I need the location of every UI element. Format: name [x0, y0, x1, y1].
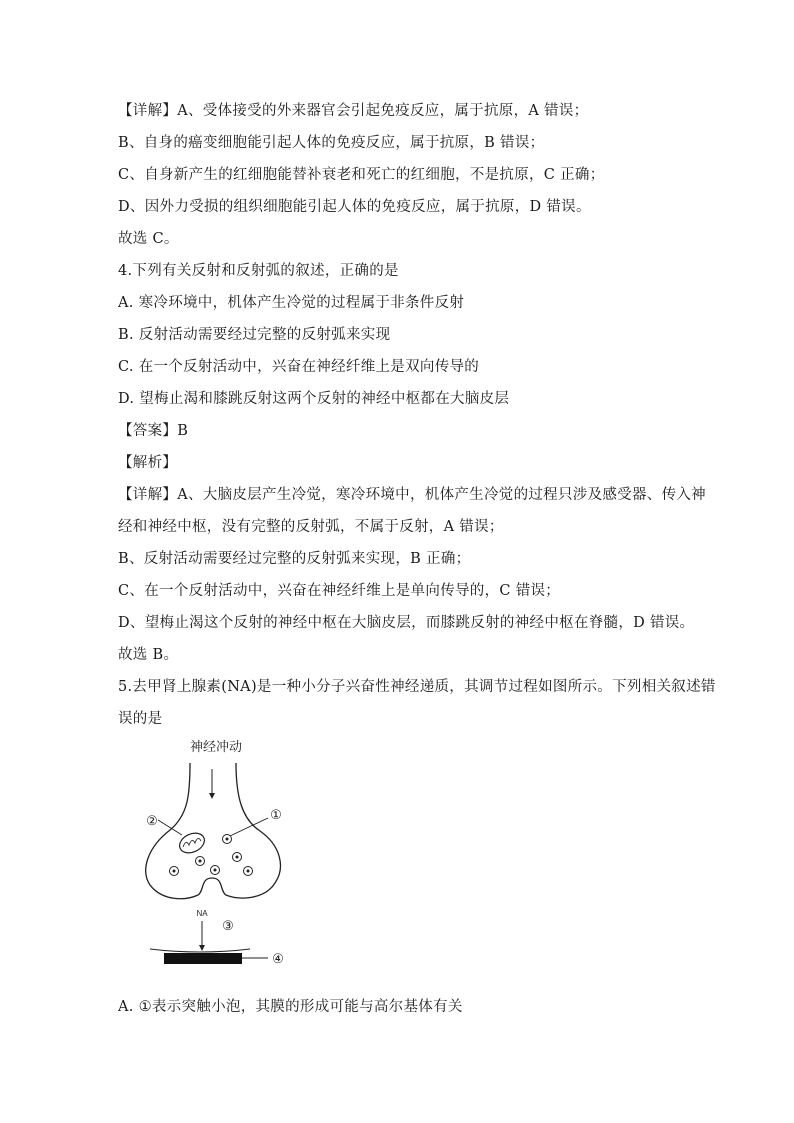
- q5-stem-line1: 5.去甲肾上腺素(NA)是一种小分子兴奋性神经递质，其调节过程如图所示。下列相关叙述错: [118, 679, 716, 695]
- na-arrowhead: [199, 945, 205, 951]
- q4-analysis-heading: 【解析】: [118, 455, 178, 471]
- nerve-impulse-label: 神经冲动: [189, 739, 243, 754]
- q4-detail-line2: 经和神经中枢，没有完整的反射弧，不属于反射，A 错误；: [118, 519, 504, 535]
- q5-stem-line2: 误的是: [118, 711, 163, 727]
- prev-detail-a: 【详解】A、受体接受的外来器官会引起免疫反应，属于抗原，A 错误；: [118, 103, 589, 119]
- postsynaptic-membrane-top: [150, 949, 250, 952]
- q4-option-a: A. 寒冷环境中，机体产生冷觉的过程属于非条件反射: [118, 295, 465, 311]
- q4-option-d: D. 望梅止渴和膝跳反射这两个反射的神经中枢都在大脑皮层: [118, 391, 510, 407]
- q4-stem: 4.下列有关反射和反射弧的叙述，正确的是: [118, 263, 399, 279]
- label-2-leader: [158, 820, 182, 835]
- q4-detail-b: B、反射活动需要经过完整的反射弧来实现，B 正确；: [118, 551, 471, 567]
- prev-detail-b: B、自身的癌变细胞能引起人体的免疫反应，属于抗原，B 错误；: [118, 135, 545, 151]
- q4-option-c: C. 在一个反射活动中，兴奋在神经纤维上是双向传导的: [118, 359, 480, 375]
- label-3: ③: [222, 919, 234, 934]
- impulse-arrowhead: [209, 793, 215, 799]
- prev-detail-d: D、因外力受损的组织细胞能引起人体的免疫反应，属于抗原，D 错误。: [118, 199, 591, 215]
- q4-detail-d: D、望梅止渴这个反射的神经中枢在大脑皮层，而膝跳反射的神经中枢在脊髓，D 错误。: [118, 615, 695, 631]
- prev-detail-c: C、自身新产生的红细胞能替补衰老和死亡的红细胞，不是抗原，C 正确；: [118, 167, 605, 183]
- prev-choice: 故选 C。: [118, 231, 179, 247]
- q5-option-a: A. ①表示突触小泡，其膜的形成可能与高尔基体有关: [118, 999, 463, 1015]
- q4-detail-line1: 【详解】A、大脑皮层产生冷觉，寒冷环境中，机体产生冷觉的过程只涉及感受器、传入神: [118, 487, 706, 503]
- q4-answer: 【答案】B: [118, 423, 189, 439]
- na-label: NA: [196, 909, 208, 918]
- label-2: ②: [146, 814, 158, 829]
- q4-option-b: B. 反射活动需要经过完整的反射弧来实现: [118, 327, 391, 343]
- label-1: ①: [270, 808, 282, 823]
- postsynaptic-membrane-receptor: [164, 953, 242, 964]
- q4-choice: 故选 B。: [118, 647, 179, 663]
- mitochondrion-icon: [176, 829, 207, 856]
- q4-detail-c: C、在一个反射活动中，兴奋在神经纤维上是单向传导的，C 错误；: [118, 583, 561, 599]
- axon-terminal-outline: [146, 763, 281, 899]
- label-4: ④: [272, 952, 284, 967]
- synapse-diagram: [130, 735, 300, 980]
